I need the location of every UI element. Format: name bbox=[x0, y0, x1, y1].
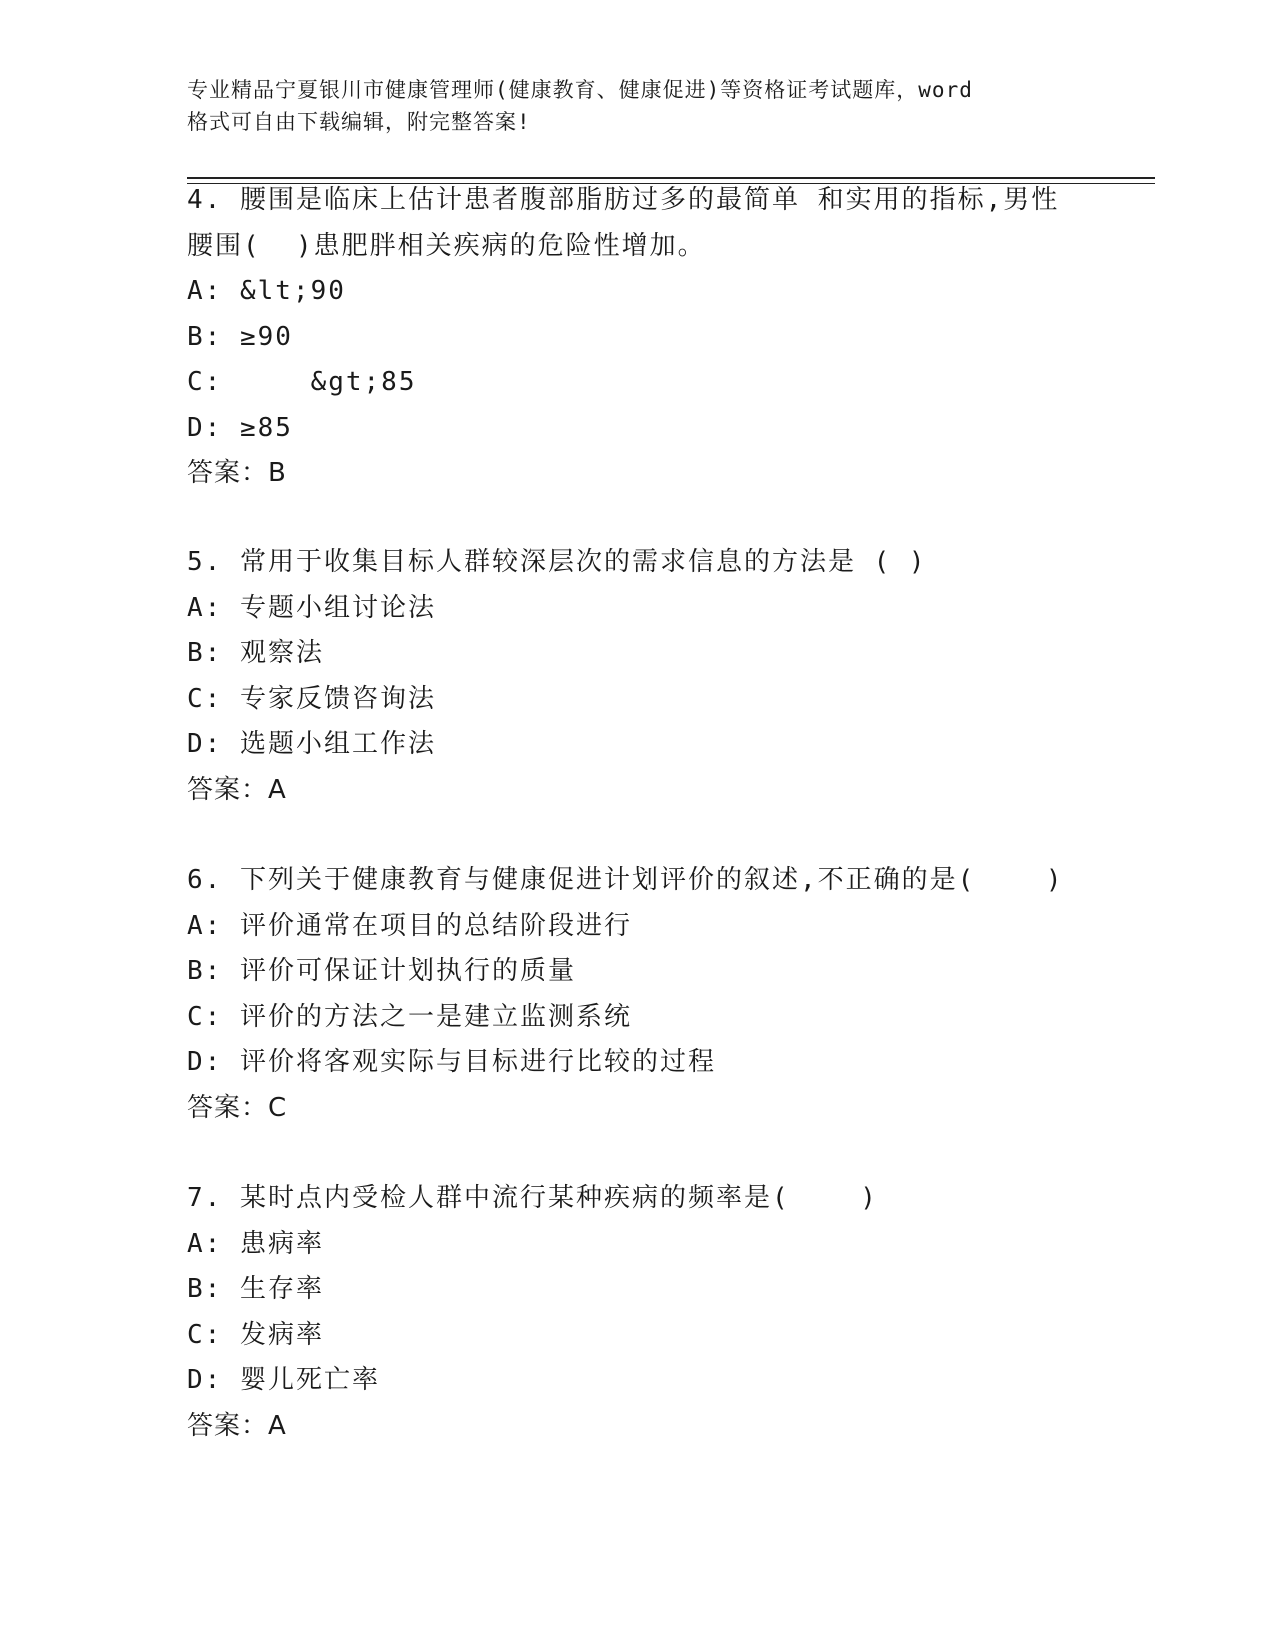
question-4 bbox=[187, 178, 1087, 497]
option-b: B: 生存率 bbox=[187, 1274, 324, 1304]
option-b: B: ≥90 bbox=[187, 321, 293, 352]
question-6 bbox=[187, 858, 1087, 1131]
option-d: D: 评价将客观实际与目标进行比较的过程 bbox=[187, 1047, 716, 1077]
question-stem: 6. 下列关于健康教育与健康促进计划评价的叙述,不正确的是( ) bbox=[187, 865, 1064, 895]
answer: 答案：A bbox=[187, 774, 287, 805]
option-c: C: 专家反馈咨询法 bbox=[187, 683, 436, 714]
option-d: D: ≥85 bbox=[187, 412, 293, 443]
option-a: A: &lt;90 bbox=[187, 276, 346, 306]
question-stem: 4. 腰围是临床上估计患者腹部脂肪过多的最简单 和实用的指标,男性 bbox=[187, 185, 1060, 215]
option-d: D: 选题小组工作法 bbox=[187, 729, 436, 759]
question-stem: 5. 常用于收集目标人群较深层次的需求信息的方法是 ( ) bbox=[187, 547, 927, 577]
option-a: A: 专题小组讨论法 bbox=[187, 592, 436, 623]
document-header bbox=[187, 74, 1067, 138]
question-stem: 腰围( )患肥胖相关疾病的危险性增加。 bbox=[187, 230, 706, 261]
option-c: C: &gt;85 bbox=[187, 367, 417, 397]
header-line-2: 格式可自由下载编辑，附完整答案! bbox=[187, 110, 531, 134]
question-stem: 7. 某时点内受检人群中流行某种疾病的频率是( ) bbox=[187, 1183, 878, 1213]
answer: 答案：C bbox=[187, 1092, 288, 1123]
answer: 答案：B bbox=[187, 458, 287, 488]
option-b: B: 评价可保证计划执行的质量 bbox=[187, 956, 576, 986]
option-c: C: 评价的方法之一是建立监测系统 bbox=[187, 1001, 632, 1032]
answer: 答案：A bbox=[187, 1410, 287, 1441]
option-a: A: 患病率 bbox=[187, 1228, 324, 1259]
option-c: C: 发病率 bbox=[187, 1319, 324, 1350]
question-7 bbox=[187, 1176, 1087, 1449]
option-d: D: 婴儿死亡率 bbox=[187, 1365, 380, 1395]
option-a: A: 评价通常在项目的总结阶段进行 bbox=[187, 910, 632, 941]
question-5 bbox=[187, 540, 1087, 813]
option-b: B: 观察法 bbox=[187, 638, 324, 668]
header-line-1: 专业精品宁夏银川市健康管理师(健康教育、健康促进)等资格证考试题库，word bbox=[187, 78, 973, 102]
